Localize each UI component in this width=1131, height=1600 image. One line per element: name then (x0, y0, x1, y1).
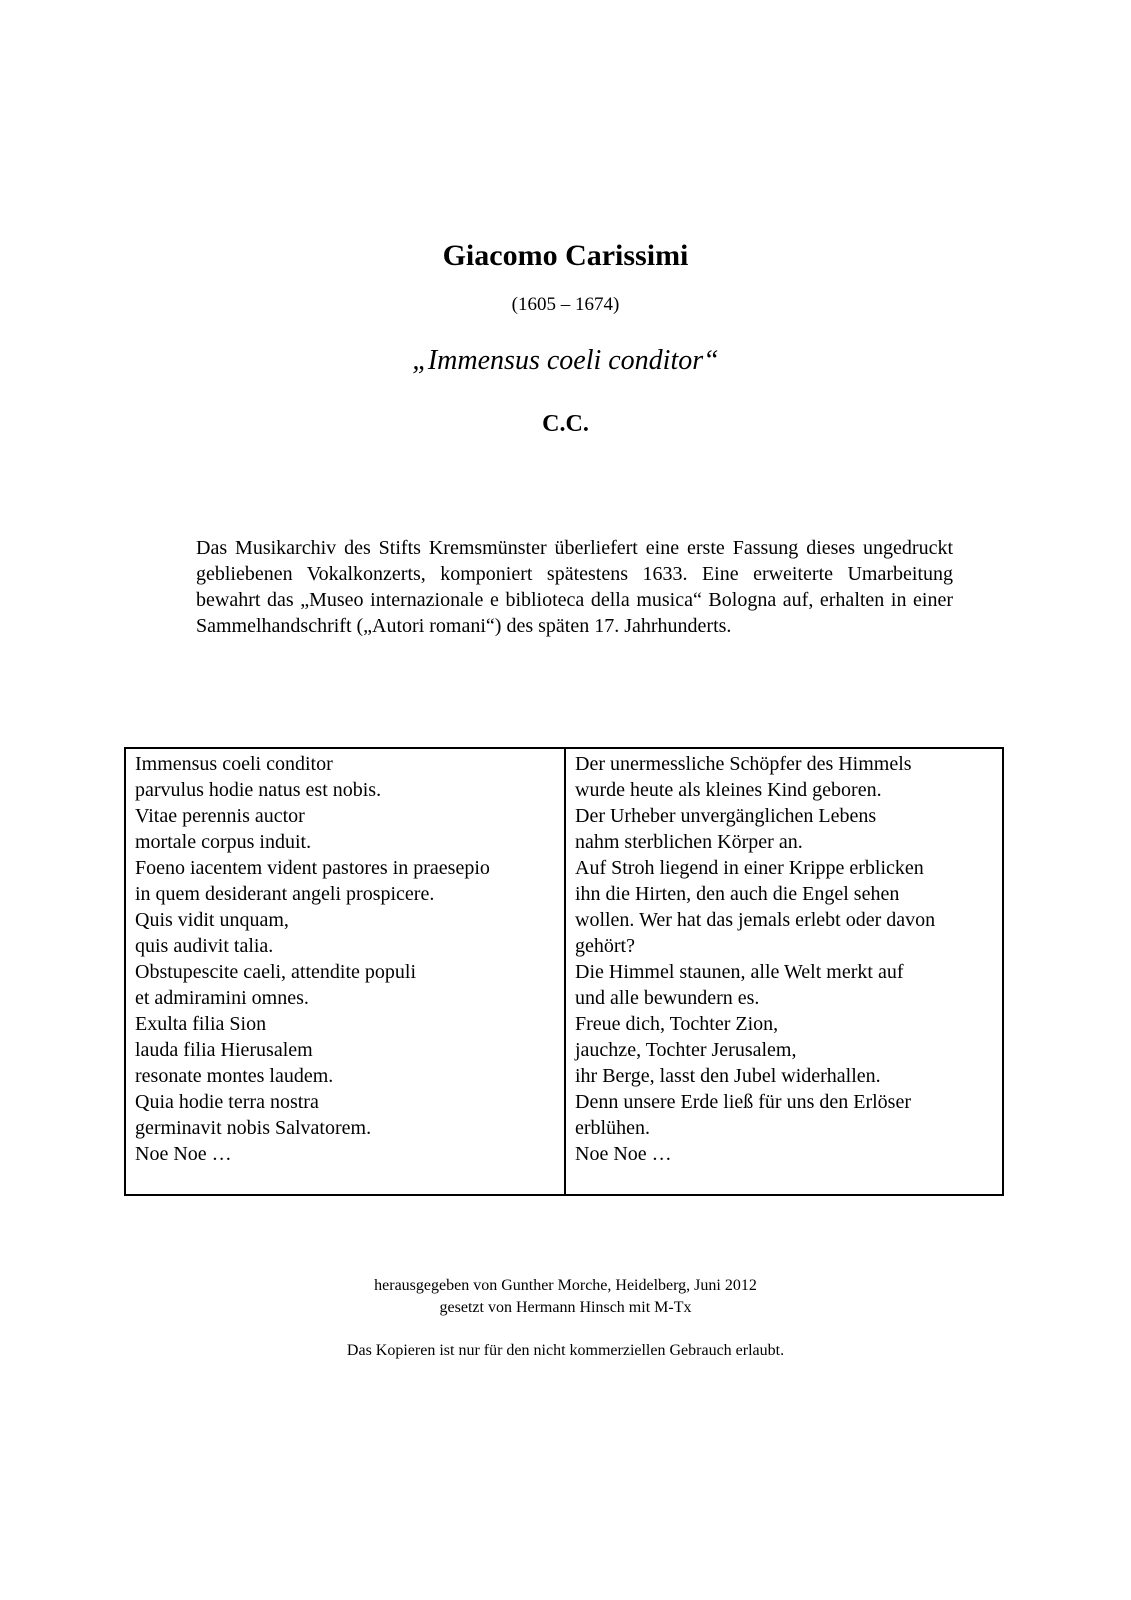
work-title: „Immensus coeli conditor“ (412, 345, 719, 376)
latin-line: Noe Noe … (135, 1143, 232, 1165)
copyright-notice: Das Kopieren ist nur für den nicht kommerziellen Gebrauch erlaubt. (346, 1342, 785, 1359)
latin-line: parvulus hodie natus est nobis. (135, 779, 382, 801)
german-line: ihr Berge, lasst den Jubel widerhallen. (575, 1065, 881, 1087)
latin-line: resonate montes laudem. (135, 1065, 334, 1087)
composer-name: Giacomo Carissimi (442, 239, 689, 272)
editor-credit: herausgegeben von Gunther Morche, Heidelberg, Juni 2012 (374, 1277, 757, 1294)
latin-line: germinavit nobis Salvatorem. (135, 1117, 372, 1139)
latin-line: Vitae perennis auctor (135, 805, 305, 827)
german-line: wollen. Wer hat das jemals erlebt oder davon (575, 909, 936, 931)
german-line: gehört? (575, 935, 635, 957)
german-line: Die Himmel staunen, alle Welt merkt auf (575, 961, 904, 983)
german-line: Noe Noe … (575, 1143, 672, 1165)
german-line: erblühen. (575, 1117, 650, 1139)
german-line: und alle bewundern es. (575, 987, 760, 1009)
german-line: wurde heute als kleines Kind geboren. (575, 779, 882, 801)
german-line: Der unermessliche Schöpfer des Himmels (575, 753, 912, 775)
latin-line: Immensus coeli conditor (135, 753, 333, 775)
german-line: jauchze, Tochter Jerusalem, (575, 1039, 797, 1061)
latin-line: mortale corpus induit. (135, 831, 312, 853)
intro-paragraph: Das Musikarchiv des Stifts Kremsmünster überliefert eine erste Fassung dieses ungedruckt gebliebenen Vokalkonzerts, komponiert spätestens 1633. Eine erweiterte Umarbeitung bewahrt das „Museo internazionale e biblioteca della musica“ Bologna auf, erhalten in einer Sammelhandschrift („Autori romani“) des späten 17. Jahrhunderts. (196, 537, 953, 637)
text-translation-table (124, 747, 1004, 1196)
latin-line: quis audivit talia. (135, 935, 274, 957)
scoring: C.C. (542, 411, 589, 437)
latin-line: lauda filia Hierusalem (135, 1039, 313, 1061)
latin-line: et admiramini omnes. (135, 987, 309, 1009)
latin-line: Foeno iacentem vident pastores in praesepio (135, 857, 490, 879)
typesetter-credit: gesetzt von Hermann Hinsch mit M-Tx (439, 1299, 692, 1316)
german-translation-column (566, 749, 1002, 1194)
german-line: Auf Stroh liegend in einer Krippe erblicken (575, 857, 924, 879)
latin-text-column (126, 749, 566, 1194)
latin-line: Obstupescite caeli, attendite populi (135, 961, 417, 983)
composer-dates: (1605 – 1674) (511, 294, 620, 315)
latin-line: Quia hodie terra nostra (135, 1091, 319, 1113)
german-line: nahm sterblichen Körper an. (575, 831, 803, 853)
german-line: Freue dich, Tochter Zion, (575, 1013, 779, 1035)
latin-line: Quis vidit unquam, (135, 909, 289, 931)
german-line: Der Urheber unvergänglichen Lebens (575, 805, 877, 827)
latin-line: in quem desiderant angeli prospicere. (135, 883, 435, 905)
latin-line: Exulta filia Sion (135, 1013, 267, 1035)
german-line: Denn unsere Erde ließ für uns den Erlöser (575, 1091, 911, 1113)
german-line: ihn die Hirten, den auch die Engel sehen (575, 883, 900, 905)
